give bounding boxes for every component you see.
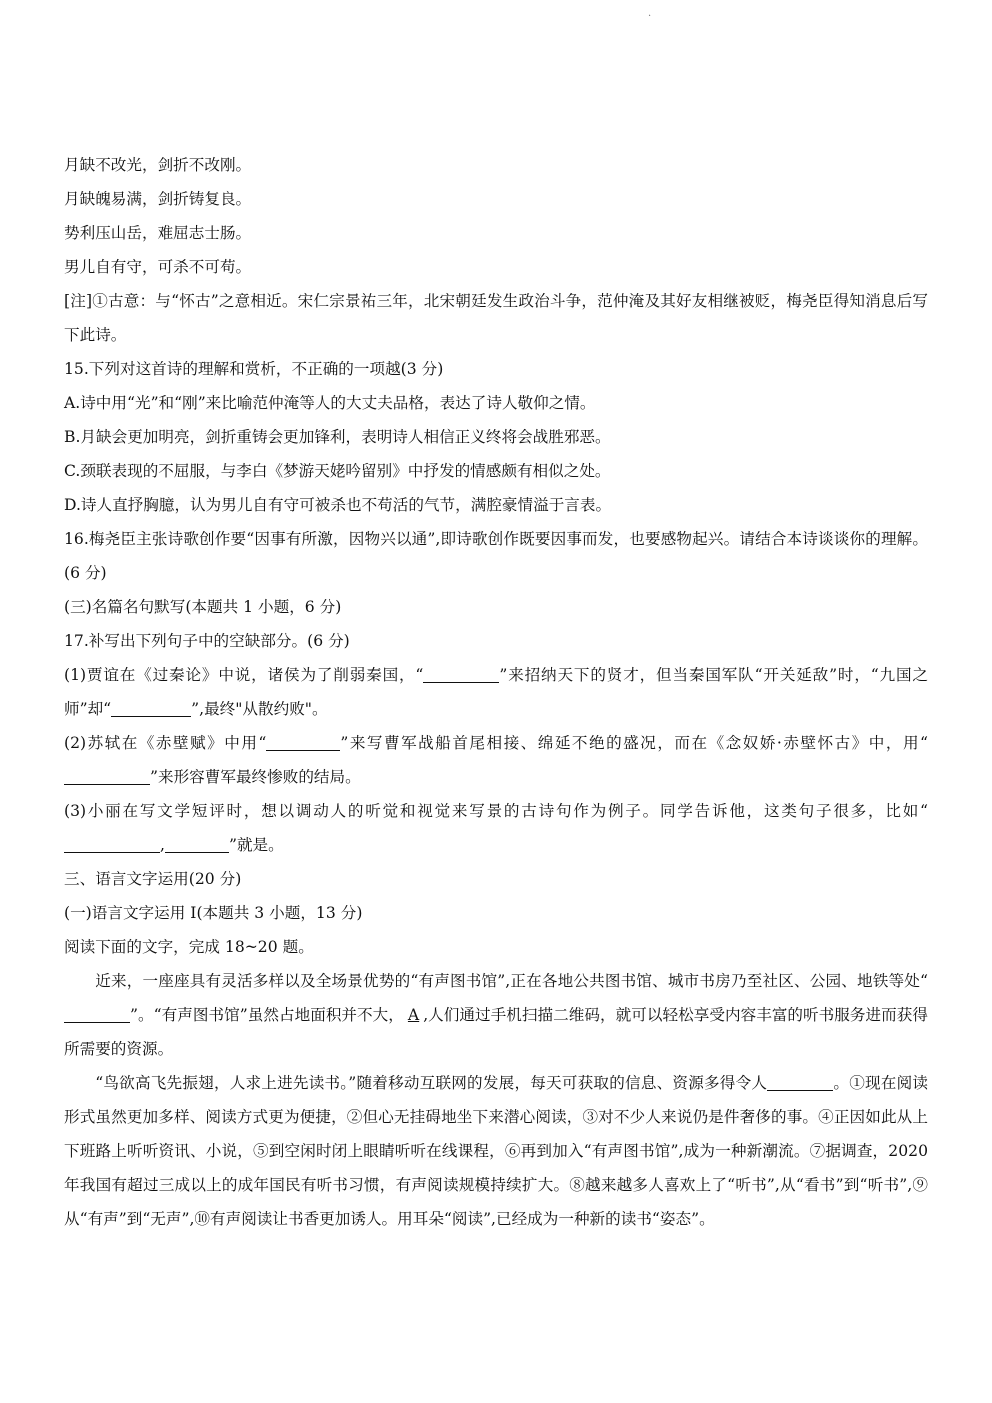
section-heading-famous-lines: (三)名篇名句默写(本题共 1 小题，6 分) <box>64 598 342 616</box>
document-body <box>64 148 928 1236</box>
question-17-part-3: (3)小丽在写文学短评时，想以调动人的听觉和视觉来写景的古诗句作为例子。同学告诉他，这类句子很多，比如“, ”就是。 <box>64 802 928 854</box>
reading-instruction: 阅读下面的文字，完成 18~20 题。 <box>64 938 314 956</box>
answer-blank[interactable] <box>165 834 229 853</box>
poem-line-1: 月缺不改光，剑折不改刚。 <box>64 156 252 174</box>
poem-line-2: 月缺魄易满，剑折铸复良。 <box>64 190 252 208</box>
question-15-option-a: A.诗中用“光”和“刚”来比喻范仲淹等人的大丈夫品格，表达了诗人敬仰之情。 <box>64 394 596 412</box>
passage-paragraph-2: “鸟欲高飞先振翅，人求上进先读书。”随着移动互联网的发展，每天可获取的信息、资源多得令人 。①现在阅读形式虽然更加多样、阅读方式更为便捷，②但心无挂碍地坐下来潜心阅读，③对不少人来说仍是件奢侈的事。④正因如此从上下班路上听听资讯、小说，⑤到空闲时闭上眼睛听听在线课程，⑥再到加入“有声图书馆”,成为一种新潮流。⑦据调查，2020 年我国有超过三成以上的成年国民有听书习惯，有声阅读规模持续扩大。⑧越来越多人喜欢上了“听书”,从“看书”到“听书”,⑨从“有声”到“无声”,⑩有声阅读让书香更加诱人。用耳朵“阅读”,已经成为一种新的读书“姿态”。 <box>64 1074 928 1228</box>
question-16: 16.梅尧臣主张诗歌创作要“因事有所激，因物兴以通”,即诗歌创作既要因事而发，也要感物起兴。请结合本诗谈谈你的理解。(6 分) <box>64 530 928 582</box>
question-17-stem: 17.补写出下列句子中的空缺部分。(6 分) <box>64 632 350 650</box>
answer-blank[interactable] <box>64 766 150 785</box>
question-17-part-1: (1)贾谊在《过秦论》中说，诸侯为了削弱秦国，“ ”来招纳天下的贤才，但当秦国军队“开关延敌”时，“九国之师”却“ ”,最终"从散约败"。 <box>64 666 929 718</box>
poem-line-4: 男儿自有守，可杀不可苟。 <box>64 258 252 276</box>
answer-blank[interactable] <box>64 834 160 853</box>
question-15-option-b: B.月缺会更加明亮，剑折重铸会更加锋利，表明诗人相信正义终将会战胜邪恶。 <box>64 428 611 446</box>
passage-paragraph-1: 近来，一座座具有灵活多样以及全场景优势的“有声图书馆”,正在各地公共图书馆、城市书房乃至社区、公园、地铁等处“”。“有声图书馆”虽然占地面积并不大， A ,人们通过手机扫描二维码，就可以轻松享受内容丰富的听书服务进而获得所需要的资源。 <box>64 972 928 1058</box>
answer-blank[interactable] <box>767 1072 833 1091</box>
part-3-heading: 三、语言文字运用(20 分) <box>64 870 242 888</box>
question-15-option-c: C.颈联表现的不屈服，与李白《梦游天姥吟留别》中抒发的情感颇有相似之处。 <box>64 462 611 480</box>
answer-blank[interactable] <box>64 1004 130 1023</box>
question-15-stem: 15.下列对这首诗的理解和赏析，不正确的一项越(3 分) <box>64 360 444 378</box>
answer-blank[interactable] <box>423 664 499 683</box>
answer-blank[interactable] <box>266 732 340 751</box>
part-3-subheading: (一)语言文字运用 I(本题共 3 小题，13 分) <box>64 904 363 922</box>
poem-note: [注]①古意：与“怀古”之意相近。宋仁宗景祐三年，北宋朝廷发生政治斗争，范仲淹及其好友相继被贬，梅尧臣得知消息后写下此诗。 <box>64 292 928 344</box>
blank-label-a: A <box>407 1006 420 1024</box>
poem-line-3: 势利压山岳，难屈志士肠。 <box>64 224 252 242</box>
answer-blank[interactable] <box>111 698 191 717</box>
question-15-option-d: D.诗人直抒胸臆，认为男儿自有守可被杀也不苟活的气节，满腔豪情溢于言表。 <box>64 496 612 514</box>
question-17-part-2: (2)苏轼在《赤壁赋》中用“ ”来写曹军战船首尾相接、绵延不绝的盛况，而在《念奴娇·赤壁怀古》中，用“”来形容曹军最终惨败的结局。 <box>64 734 929 786</box>
header-dot: . <box>648 8 652 19</box>
